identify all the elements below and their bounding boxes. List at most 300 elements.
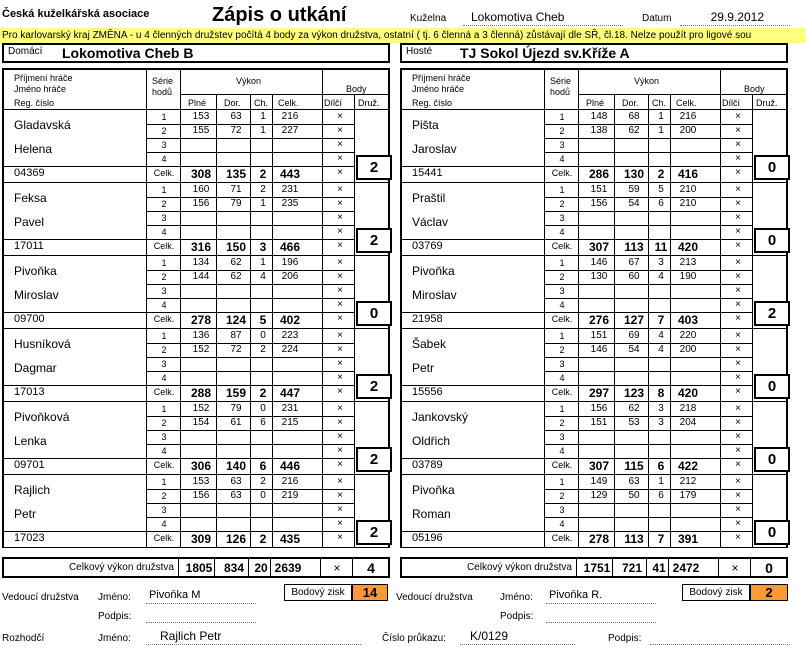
header-divider (544, 70, 545, 110)
series-value: 4 (260, 271, 266, 282)
header-divider (614, 94, 615, 110)
player-total: 309 (190, 532, 212, 546)
series-label: 2 (559, 491, 565, 501)
header-divider (670, 94, 671, 110)
series-label: 1 (161, 331, 167, 341)
series-value: 190 (679, 271, 697, 282)
series-value: 148 (590, 111, 608, 122)
series-header-line1: Série (152, 76, 174, 86)
series-label: 3 (559, 140, 565, 150)
series-value: 62 (230, 257, 242, 268)
grid-line (180, 475, 181, 547)
series-value: 6 (658, 198, 664, 209)
body-header: Body (744, 84, 765, 94)
dilci-mark: × (735, 240, 741, 251)
player-total: 316 (190, 240, 212, 254)
series-value: 63 (230, 476, 242, 487)
series-value: 6 (260, 417, 266, 428)
grid-line (322, 402, 323, 474)
series-label: 2 (161, 272, 167, 282)
dilci-mark: × (735, 459, 741, 470)
series-value: 62 (628, 403, 640, 414)
player-points: 0 (754, 374, 790, 399)
grid-line (146, 183, 147, 255)
dilci-mark: × (735, 518, 741, 529)
player-points: 2 (356, 374, 392, 399)
name-header-line3: Reg. číslo (412, 98, 453, 108)
series-label: 4 (161, 154, 167, 164)
dilci-header: Dílčí (324, 98, 342, 108)
series-value: 156 (192, 490, 210, 501)
druz-header: Druž. (358, 98, 380, 108)
team-total-mark: × (731, 561, 739, 575)
player-surname: Praštil (412, 191, 446, 205)
series-label: Celk. (551, 387, 573, 397)
player-reg-number: 03769 (412, 240, 443, 252)
grid-line (752, 183, 753, 255)
series-value: 144 (192, 271, 210, 282)
dilci-mark: × (735, 372, 741, 383)
dilci-mark: × (735, 184, 741, 195)
series-value: 63 (230, 111, 242, 122)
dilci-mark: × (337, 532, 343, 543)
team-total-label: Celkový výkon družstva (466, 562, 572, 573)
grid-line (354, 256, 355, 328)
series-value: 231 (281, 184, 299, 195)
series-value: 224 (281, 344, 299, 355)
player-total: 306 (190, 459, 212, 473)
grid-line (578, 183, 579, 255)
header-divider (720, 94, 786, 95)
player-total: 307 (588, 459, 610, 473)
series-label: 1 (161, 112, 167, 122)
dilci-mark: × (735, 167, 741, 178)
grid-line (322, 183, 323, 255)
grid-line (4, 312, 146, 313)
player-total: 140 (225, 459, 247, 473)
dilci-mark: × (337, 299, 343, 310)
home-zisk-value: 14 (352, 584, 388, 601)
player-total: 2 (259, 532, 267, 546)
series-value: 3 (658, 403, 664, 414)
away-player-block (400, 329, 788, 402)
player-total: 435 (279, 532, 301, 546)
away-player-block (400, 402, 788, 475)
grid-line (180, 402, 181, 474)
series-value: 155 (192, 125, 210, 136)
series-value: 79 (230, 403, 242, 414)
series-value: 54 (628, 344, 640, 355)
grid-line (402, 166, 544, 167)
series-label: 1 (161, 477, 167, 487)
player-total: 416 (677, 167, 699, 181)
player-total: 159 (225, 386, 247, 400)
player-first-name: Petr (412, 361, 435, 375)
series-value: 1 (260, 198, 266, 209)
home-leader-name: Pivoňka M (146, 589, 256, 604)
referee-name-label: Jméno: (98, 633, 131, 644)
series-value: 200 (679, 125, 697, 136)
player-total: 297 (588, 386, 610, 400)
team-total-value: 20 (254, 561, 268, 575)
dilci-mark: × (735, 257, 741, 268)
series-label: 1 (559, 477, 565, 487)
grid-line (402, 385, 544, 386)
player-total: 276 (588, 313, 610, 327)
home-player-block (2, 183, 390, 256)
series-value: 204 (679, 417, 697, 428)
series-label: 4 (559, 373, 565, 383)
team-total-value: 41 (652, 561, 666, 575)
grid-line (578, 256, 579, 328)
series-value: 152 (192, 344, 210, 355)
home-sign-label: Podpis: (98, 611, 132, 622)
series-value: 196 (281, 257, 299, 268)
series-label: 4 (161, 300, 167, 310)
series-label: 3 (559, 359, 565, 369)
grid-line (354, 402, 355, 474)
series-value: 62 (230, 271, 242, 282)
away-signature-line (546, 608, 656, 623)
player-total: 126 (225, 532, 247, 546)
player-total: 307 (588, 240, 610, 254)
series-value: 156 (590, 403, 608, 414)
venue-label: Kuželna (410, 13, 447, 24)
away-side (400, 68, 788, 583)
player-surname: Pivoňka (412, 483, 455, 497)
series-value: 60 (628, 271, 640, 282)
grid-line (752, 402, 753, 474)
player-points: 0 (754, 155, 790, 180)
performance-header: Výkon (634, 76, 660, 86)
away-player-block (400, 110, 788, 183)
grid-line (718, 559, 719, 576)
grid-line (354, 183, 355, 255)
player-surname: Pivoňka (412, 264, 455, 278)
dor-header: Dor. (622, 98, 639, 108)
grid-line (578, 402, 579, 474)
series-value: 216 (679, 111, 697, 122)
player-total: 288 (190, 386, 212, 400)
dilci-mark: × (735, 490, 741, 501)
away-player-block (400, 475, 788, 548)
series-value: 212 (679, 476, 697, 487)
plne-header: Plné (188, 98, 207, 108)
player-total: 135 (225, 167, 247, 181)
series-label: 4 (559, 446, 565, 456)
away-column-header (400, 68, 788, 110)
grid-line (4, 385, 146, 386)
player-total: 2 (657, 167, 665, 181)
grid-line (178, 559, 179, 576)
dilci-mark: × (337, 111, 343, 122)
series-value: 231 (281, 403, 299, 414)
player-total: 113 (624, 240, 644, 254)
player-total: 115 (624, 459, 644, 473)
grid-line (322, 475, 323, 547)
series-value: 206 (281, 271, 299, 282)
header-divider (354, 94, 355, 110)
dilci-mark: × (735, 212, 741, 223)
dilci-mark: × (337, 386, 343, 397)
plne-header: Plné (586, 98, 605, 108)
series-value: 151 (590, 417, 608, 428)
series-header-line2: hodů (550, 87, 571, 97)
series-value: 1 (658, 476, 664, 487)
series-value: 210 (679, 184, 697, 195)
home-player-block (2, 329, 390, 402)
dilci-mark: × (337, 344, 343, 355)
series-value: 134 (192, 257, 210, 268)
series-value: 0 (260, 490, 266, 501)
dilci-mark: × (337, 372, 343, 383)
series-label: 1 (161, 258, 167, 268)
player-surname: Husníková (14, 337, 71, 351)
dilci-mark: × (337, 271, 343, 282)
player-points: 0 (356, 301, 392, 326)
player-total: 286 (588, 167, 610, 181)
player-total: 278 (588, 532, 610, 546)
away-leader-label: Vedoucí družstva (396, 592, 473, 603)
grid-line (544, 256, 545, 328)
series-label: Celk. (153, 168, 175, 178)
association-name: Česká kuželkářská asociace (2, 8, 150, 20)
dilci-mark: × (337, 445, 343, 456)
series-value: 3 (658, 257, 664, 268)
series-value: 153 (192, 476, 210, 487)
dilci-mark: × (735, 198, 741, 209)
series-label: 1 (559, 404, 565, 414)
player-total: 7 (657, 532, 665, 546)
player-total: 3 (259, 240, 267, 254)
series-value: 72 (230, 125, 242, 136)
player-surname: Gladavská (14, 118, 71, 132)
grid-line (578, 329, 579, 401)
player-surname: Šabek (412, 337, 447, 351)
series-label: 3 (161, 359, 167, 369)
player-total: 124 (225, 313, 247, 327)
away-label: Hosté (406, 46, 433, 57)
series-value: 53 (628, 417, 640, 428)
home-player-block (2, 110, 390, 183)
player-points: 0 (754, 520, 790, 545)
player-total: 130 (623, 167, 645, 181)
away-sign-label: Podpis: (500, 611, 534, 622)
series-label: 3 (161, 432, 167, 442)
series-value: 156 (192, 198, 210, 209)
series-value: 146 (590, 344, 608, 355)
player-total: 391 (677, 532, 699, 546)
player-total: 127 (623, 313, 645, 327)
series-label: 2 (161, 491, 167, 501)
dilci-mark: × (735, 153, 741, 164)
dilci-mark: × (337, 431, 343, 442)
team-total-points: 4 (367, 560, 375, 576)
series-value: 2 (260, 344, 266, 355)
dilci-mark: × (337, 139, 343, 150)
dilci-mark: × (337, 198, 343, 209)
dilci-mark: × (337, 226, 343, 237)
grid-line (544, 402, 545, 474)
team-total-value: 721 (621, 561, 643, 575)
series-value: 0 (260, 403, 266, 414)
player-total: 5 (259, 313, 267, 327)
series-label: 3 (161, 505, 167, 515)
dilci-mark: × (735, 271, 741, 282)
team-total-label: Celkový výkon družstva (68, 562, 174, 573)
series-label: 1 (559, 185, 565, 195)
player-first-name: Dagmar (14, 361, 57, 375)
series-label: 1 (161, 185, 167, 195)
grid-line (180, 329, 181, 401)
player-surname: Jankovský (412, 410, 469, 424)
home-team-header (2, 43, 390, 63)
grid-line (544, 329, 545, 401)
player-points: 2 (356, 520, 392, 545)
grid-line (544, 183, 545, 255)
player-total: 6 (259, 459, 267, 473)
header-divider (752, 94, 753, 110)
series-header-line1: Série (550, 76, 572, 86)
dilci-mark: × (735, 386, 741, 397)
dilci-mark: × (337, 476, 343, 487)
player-total: 443 (279, 167, 301, 181)
player-points: 2 (356, 447, 392, 472)
dilci-mark: × (735, 344, 741, 355)
dilci-mark: × (735, 285, 741, 296)
series-label: 3 (161, 213, 167, 223)
away-player-block (400, 256, 788, 329)
grid-line (354, 110, 355, 182)
series-value: 160 (192, 184, 210, 195)
header-divider (146, 70, 147, 110)
series-value: 62 (628, 125, 640, 136)
series-value: 1 (658, 111, 664, 122)
player-first-name: Lenka (14, 434, 47, 448)
header-divider (216, 94, 217, 110)
grid-line (146, 402, 147, 474)
series-value: 71 (230, 184, 242, 195)
away-team-name: TJ Sokol Újezd sv.Kříže A (460, 45, 630, 61)
player-total: 2 (259, 386, 267, 400)
player-points: 2 (754, 301, 790, 326)
header-divider (720, 70, 721, 110)
celk-header: Celk. (278, 98, 299, 108)
dilci-mark: × (735, 504, 741, 515)
grid-line (720, 329, 721, 401)
card-label: Číslo průkazu: (382, 633, 446, 644)
series-value: 179 (679, 490, 697, 501)
away-leader-name-label: Jméno: (500, 592, 533, 603)
home-team-name: Lokomotiva Cheb B (62, 45, 194, 61)
player-reg-number: 05196 (412, 532, 443, 544)
player-surname: Pišta (412, 118, 439, 132)
series-label: Celk. (153, 533, 175, 543)
player-total: 422 (677, 459, 699, 473)
grid-line (354, 475, 355, 547)
header-divider (180, 70, 181, 110)
card-number: K/0129 (460, 629, 575, 645)
dilci-mark: × (337, 459, 343, 470)
dilci-mark: × (337, 125, 343, 136)
player-first-name: Petr (14, 507, 37, 521)
player-first-name: Miroslav (14, 288, 59, 302)
grid-line (750, 559, 751, 576)
header-divider (322, 94, 388, 95)
series-label: 2 (161, 345, 167, 355)
series-label: 4 (161, 519, 167, 529)
series-value: 79 (230, 198, 242, 209)
dilci-mark: × (337, 153, 343, 164)
dilci-mark: × (735, 125, 741, 136)
away-leader-name: Pivoňka R. (546, 589, 656, 604)
home-player-block (2, 475, 390, 548)
referee-signature-line (650, 629, 790, 645)
grid-line (4, 531, 146, 532)
grid-line (752, 256, 753, 328)
header-divider (578, 94, 720, 95)
series-value: 5 (658, 184, 664, 195)
series-value: 6 (658, 490, 664, 501)
away-player-block (400, 183, 788, 256)
series-label: 4 (559, 519, 565, 529)
celk-header: Celk. (676, 98, 697, 108)
home-player-block (2, 256, 390, 329)
series-value: 72 (230, 344, 242, 355)
grid-line (720, 110, 721, 182)
series-value: 154 (192, 417, 210, 428)
grid-line (578, 475, 579, 547)
grid-line (320, 559, 321, 576)
dilci-mark: × (735, 111, 741, 122)
dilci-mark: × (337, 330, 343, 341)
dilci-mark: × (735, 139, 741, 150)
dilci-mark: × (337, 358, 343, 369)
grid-line (4, 239, 146, 240)
grid-line (352, 559, 353, 576)
series-value: 1 (260, 125, 266, 136)
referee-sign-label: Podpis: (608, 633, 642, 644)
series-value: 1 (260, 257, 266, 268)
series-label: 2 (559, 126, 565, 136)
name-header-line2: Jméno hráče (412, 84, 465, 94)
home-column-header (2, 68, 390, 110)
grid-line (146, 110, 147, 182)
header-divider (578, 70, 579, 110)
ch-header: Ch. (254, 98, 269, 108)
player-reg-number: 09701 (14, 459, 45, 471)
grid-line (720, 183, 721, 255)
series-label: 4 (559, 227, 565, 237)
series-label: 4 (559, 300, 565, 310)
player-first-name: Helena (14, 142, 53, 156)
series-value: 50 (628, 490, 640, 501)
series-label: Celk. (153, 241, 175, 251)
dilci-mark: × (735, 330, 741, 341)
series-value: 146 (590, 257, 608, 268)
team-total-value: 2639 (274, 561, 302, 575)
away-team-total-row (400, 557, 788, 578)
dilci-mark: × (337, 518, 343, 529)
series-label: 1 (161, 404, 167, 414)
dilci-mark: × (337, 167, 343, 178)
player-total: 7 (657, 313, 665, 327)
player-total: 113 (624, 532, 644, 546)
home-label: Domácí (8, 46, 43, 57)
grid-line (720, 256, 721, 328)
series-label: Celk. (551, 241, 573, 251)
series-value: 223 (281, 330, 299, 341)
